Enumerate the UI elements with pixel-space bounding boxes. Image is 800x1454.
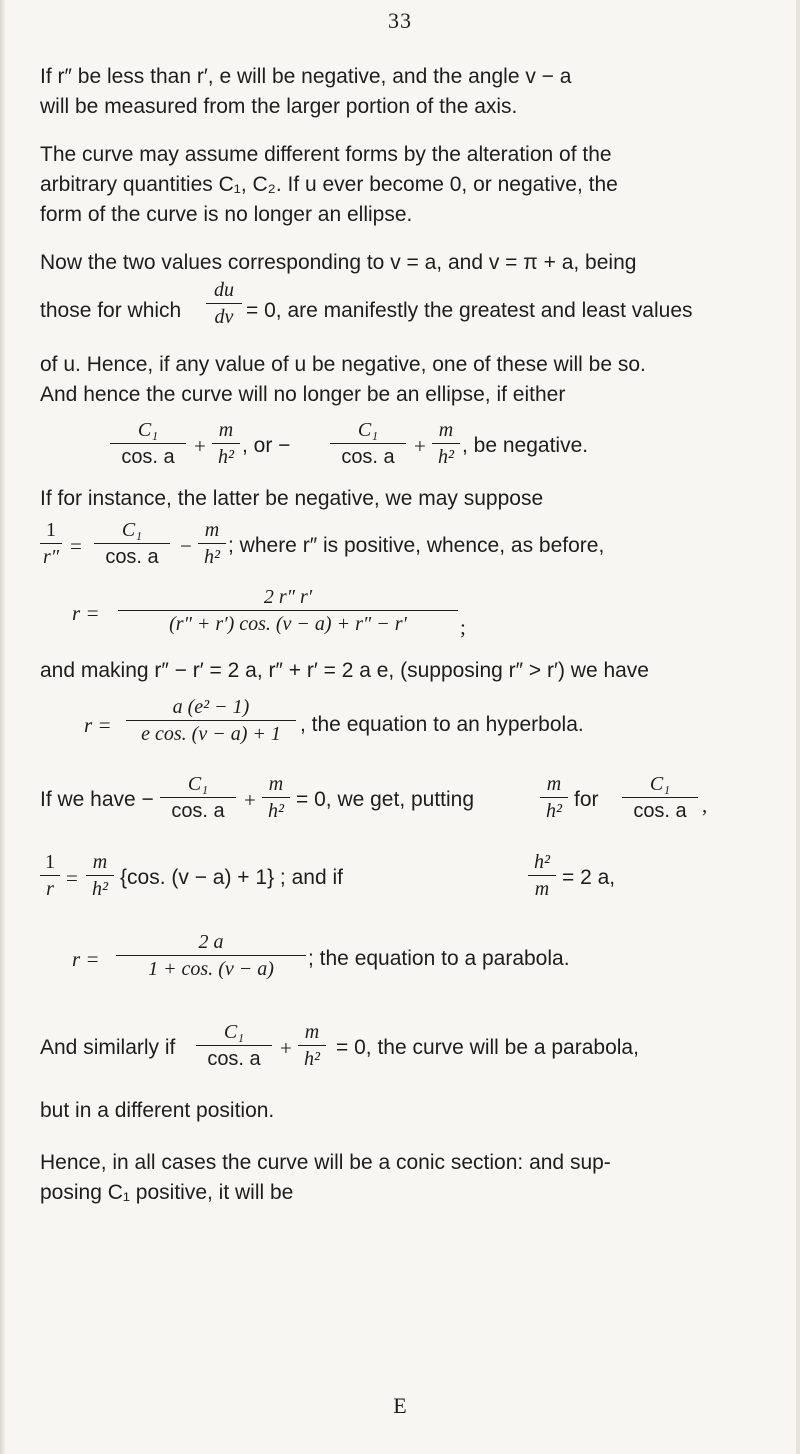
para2-line1: The curve may assume different forms by the alteration of the: [40, 143, 612, 166]
eq7-den: 1 + cos. (v − a): [148, 958, 274, 980]
eq6-frac1: [40, 850, 60, 901]
eq8-frac2-den: h²: [304, 1048, 320, 1070]
para2-line2: arbitrary quantities C₁, C₂. If u ever become 0, or negative, the: [40, 173, 618, 196]
eq4-lhs: r =: [84, 713, 112, 737]
eq1-frac1: [110, 418, 186, 469]
eq5-frac3-bar: [540, 797, 568, 798]
eq1-frac4-num: m: [438, 419, 454, 441]
para3-line1: Now the two values corresponding to v = a, and v = π + a, being: [40, 251, 637, 274]
eq6-equals: =: [66, 866, 78, 890]
eq3-tail: ;: [460, 615, 466, 639]
eq8-frac1: [196, 1020, 272, 1071]
eq5-frac4-den: cos. a: [633, 800, 687, 822]
eq6-brace-term: {cos. (v − a) + 1} ; and if: [120, 866, 343, 889]
eq6-frac1-num: 1: [45, 851, 55, 873]
para7-line1: Hence, in all cases the curve will be a conic section: and sup-: [40, 1151, 611, 1174]
eq5-frac2: [262, 772, 290, 823]
eq1-frac3: [330, 418, 406, 469]
eq4-bar: [126, 720, 296, 721]
eq5-frac3-num: m: [546, 773, 562, 795]
eq8-frac2: [298, 1020, 326, 1071]
eq3-lhs: r =: [72, 601, 100, 625]
eq2-frac3-den: h²: [204, 546, 220, 568]
para2-line3: form of the curve is no longer an ellipse.: [40, 203, 413, 226]
eq1-frac2: [212, 418, 240, 469]
eq5-frac4: [622, 772, 698, 823]
eq6-frac3-bar: [528, 875, 556, 876]
eq5-frac1-num: C₁: [187, 773, 209, 795]
eq1-frac3-bar: [330, 443, 406, 444]
fraction-denominator: dv: [214, 306, 234, 328]
eq1-plus2: +: [414, 434, 426, 458]
para1-line2: will be measured from the larger portion of the axis.: [40, 95, 518, 118]
eq8-frac1-num: C₁: [223, 1021, 245, 1043]
eq1-or: , or −: [242, 434, 291, 457]
eq1-frac3-num: C₁: [357, 419, 379, 441]
eq5-frac2-num: m: [268, 773, 284, 795]
eq8-frac2-bar: [298, 1045, 326, 1046]
eq2-frac3: [198, 518, 226, 569]
eq1-frac1-num: C₁: [137, 419, 159, 441]
eq5-frac3-den: h²: [546, 800, 562, 822]
eq5-frac2-den: h²: [268, 800, 284, 822]
fraction-bar: [206, 303, 242, 304]
eq2-frac2: [94, 518, 170, 569]
para3-line4: And hence the curve will no longer be an ellipse, if either: [40, 383, 566, 406]
eq5-frac1-bar: [160, 797, 236, 798]
eq7-fraction: [116, 930, 306, 981]
fraction-numerator: du: [214, 279, 234, 301]
eq7-num: 2 a: [198, 931, 224, 953]
eq6-frac3-den: m: [534, 878, 550, 900]
eq4-num: a (e² − 1): [172, 696, 250, 718]
page-number: 33: [388, 8, 412, 33]
eq6-frac1-bar: [40, 875, 60, 876]
eq6-frac1-den: r: [46, 878, 54, 900]
eq7-tail: ; the equation to a parabola.: [308, 947, 570, 970]
eq1-tail: , be negative.: [462, 434, 589, 457]
page-gutter-shadow: [0, 0, 6, 1454]
eq2-frac3-num: m: [204, 519, 220, 541]
eq2-frac2-num: C₁: [121, 519, 143, 541]
du-dv-fraction: [206, 278, 242, 329]
eq6-frac2-num: m: [92, 851, 108, 873]
eq6-frac3: [528, 850, 556, 901]
eq1-frac2-den: h²: [218, 446, 234, 468]
eq2-tail: ; where r″ is positive, whence, as before,: [228, 534, 605, 557]
eq5-for: for: [574, 788, 599, 811]
para3-line2-b: = 0, are manifestly the greatest and least values: [246, 299, 693, 322]
page-edge: [796, 0, 800, 1454]
eq5-mid: = 0, we get, putting: [296, 788, 475, 811]
eq3-fraction: [118, 585, 458, 636]
eq1-frac1-den: cos. a: [121, 446, 175, 468]
eq2-frac1-bar: [40, 543, 62, 544]
eq1-frac1-bar: [110, 443, 186, 444]
para7-line2: posing C₁ positive, it will be: [40, 1181, 294, 1204]
eq3-den: (r″ + r′) cos. (v − a) + r″ − r′: [169, 613, 407, 635]
para3-line2-a: those for which: [40, 299, 182, 322]
eq3-num: 2 r″ r′: [263, 586, 313, 608]
eq5-plus: +: [244, 788, 256, 812]
para3-line3: of u. Hence, if any value of u be negative, one of these will be so.: [40, 353, 646, 376]
eq2-minus: −: [180, 534, 192, 558]
eq4-tail: , the equation to an hyperbola.: [300, 713, 584, 736]
eq6-frac2: [86, 850, 114, 901]
eq5-tail: ,: [702, 793, 708, 817]
eq5-lead: If we have −: [40, 788, 154, 811]
eq5-frac3: [540, 772, 568, 823]
eq2-frac2-den: cos. a: [105, 546, 159, 568]
eq8-tail: = 0, the curve will be a parabola,: [336, 1036, 639, 1059]
eq3-bar: [118, 610, 458, 611]
eq2-frac1-num: 1: [46, 519, 56, 541]
eq2-equals: =: [70, 534, 82, 558]
eq2-frac3-bar: [198, 543, 226, 544]
eq2-frac1: [40, 518, 62, 569]
eq8-frac2-num: m: [304, 1021, 320, 1043]
eq1-frac4: [432, 418, 460, 469]
eq6-frac3-num: h²: [534, 851, 550, 873]
eq1-frac4-bar: [432, 443, 460, 444]
eq2-frac2-bar: [94, 543, 170, 544]
eq5-frac2-bar: [262, 797, 290, 798]
eq6-frac2-den: h²: [92, 878, 108, 900]
eq7-bar: [116, 955, 306, 956]
eq6-tail: = 2 a,: [562, 866, 616, 889]
eq1-plus1: +: [194, 434, 206, 458]
eq8-plus: +: [280, 1036, 292, 1060]
eq7-lhs: r =: [72, 947, 100, 971]
eq8-lead: And similarly if: [40, 1036, 176, 1059]
signature-mark: E: [393, 1393, 407, 1418]
eq6-frac2-bar: [86, 875, 114, 876]
eq5-frac4-bar: [622, 797, 698, 798]
para1-line1: If r″ be less than r′, e will be negative, and the angle v − a: [40, 65, 572, 88]
eq1-frac4-den: h²: [438, 446, 454, 468]
para6-line1: but in a different position.: [40, 1099, 275, 1122]
eq4-fraction: [126, 695, 296, 746]
eq2-frac1-den: r″: [42, 546, 60, 568]
eq1-frac3-den: cos. a: [341, 446, 395, 468]
eq4-den: e cos. (v − a) + 1: [141, 723, 281, 745]
eq5-frac4-num: C₁: [649, 773, 671, 795]
eq5-frac1: [160, 772, 236, 823]
eq1-frac2-bar: [212, 443, 240, 444]
eq8-frac1-den: cos. a: [207, 1048, 261, 1070]
para4-line1: If for instance, the latter be negative, we may suppose: [40, 487, 544, 510]
eq1-frac2-num: m: [218, 419, 234, 441]
eq8-frac1-bar: [196, 1045, 272, 1046]
eq5-frac1-den: cos. a: [171, 800, 225, 822]
para5-line1: and making r″ − r′ = 2 a, r″ + r′ = 2 a e, (supposing r″ > r′) we have: [40, 659, 649, 682]
